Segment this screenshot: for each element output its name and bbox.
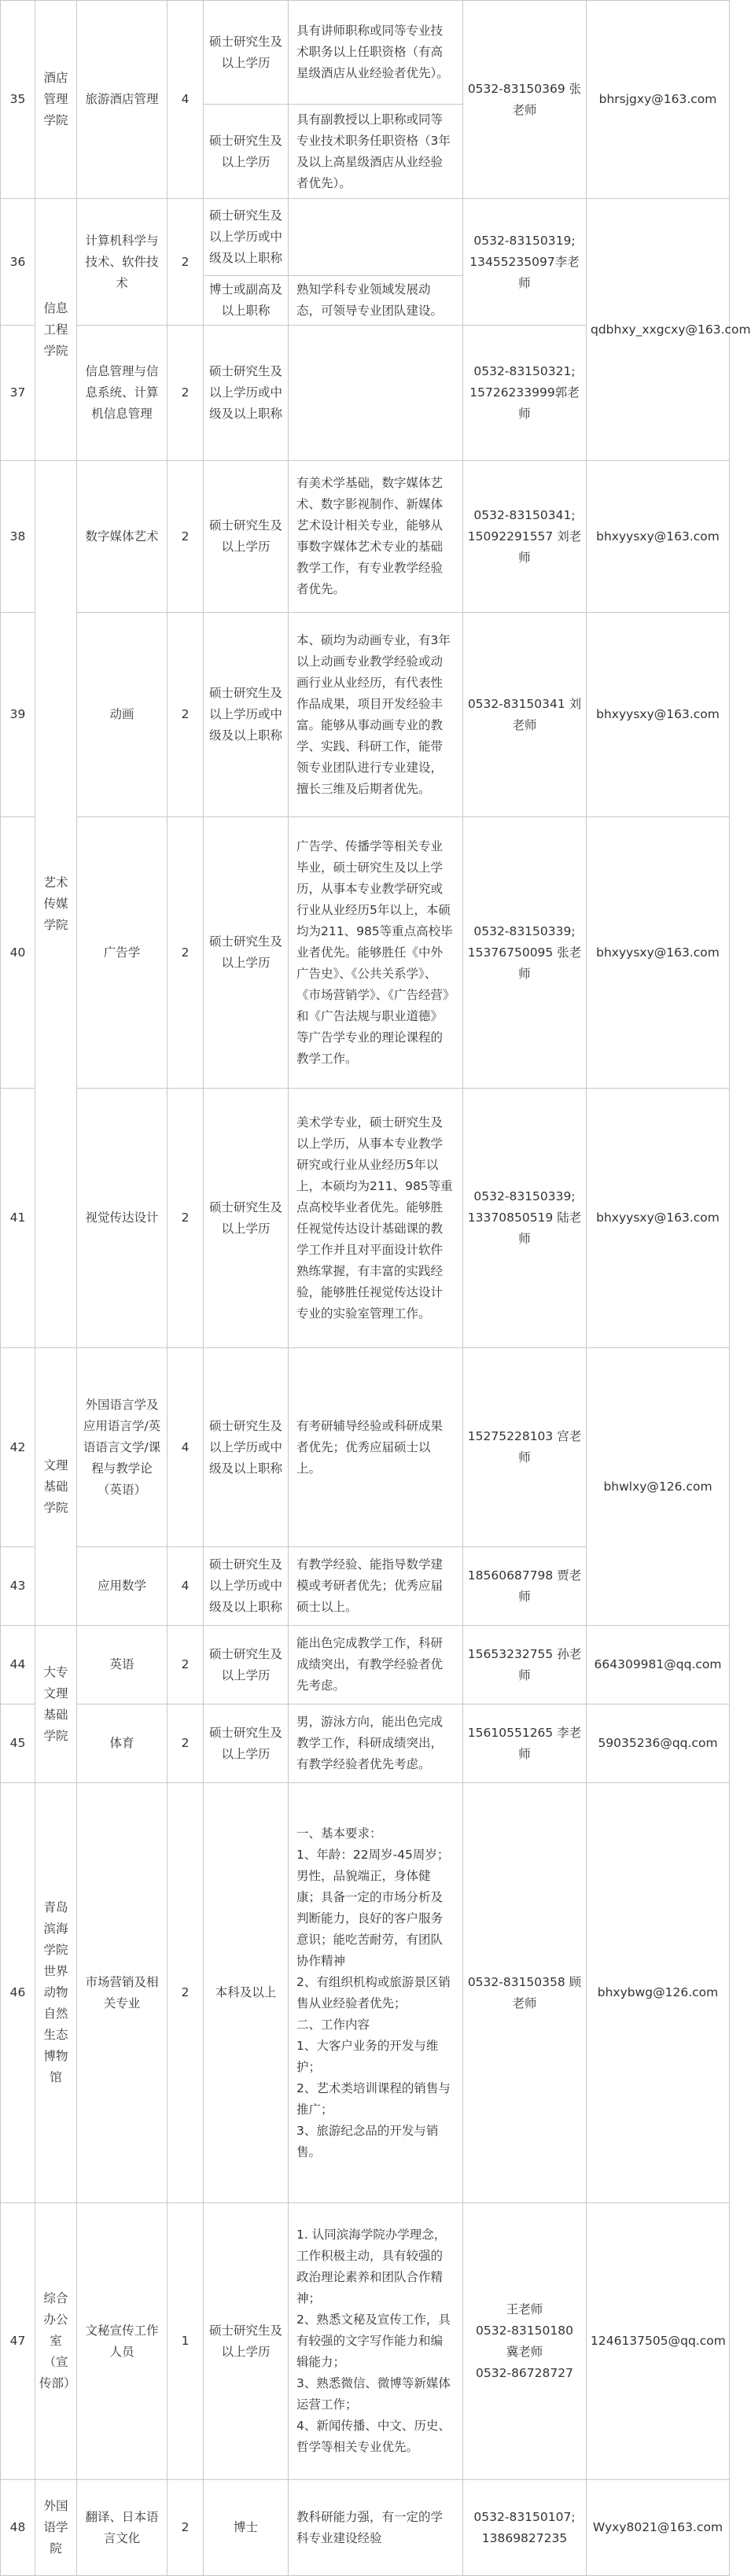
requirement-line: 2、有组织机构或旅游景区销售从业经验者优先； (296, 1974, 451, 2010)
table-row-46 (1, 1783, 730, 2203)
requirement-line: 1、大客户业务的开发与维护； (296, 2038, 439, 2074)
education-requirement: 本科及以上 (204, 1783, 289, 2203)
table-row-35 (1, 1, 730, 105)
position-count: 2 (168, 326, 204, 461)
position-count: 2 (168, 1626, 204, 1704)
college-name: 艺术传媒学院 (35, 461, 77, 1348)
major-name: 信息管理与信息系统、计算机信息管理 (77, 326, 168, 461)
contact-line: 0532-86728727 (476, 2365, 573, 2380)
other-requirements: 熟知学科专业领域发展动态，可领导专业团队建设。 (289, 276, 463, 326)
row-number: 45 (1, 1704, 35, 1783)
contact-info: 0532-83150107; 13869827235 (463, 2480, 587, 2576)
contact-info: 0532-83150321; 15726233999郭老师 (463, 326, 587, 461)
requirement-line: 2、艺术类培训课程的销售与推广； (296, 2080, 451, 2117)
requirement-line: 3、熟悉微信、微博等新媒体运营工作； (296, 2376, 451, 2412)
requirement-line: 4、新闻传播、中文、历史、哲学等相关专业优先。 (296, 2419, 451, 2454)
position-count: 4 (168, 1, 204, 199)
row-number: 48 (1, 2480, 35, 2576)
major-name: 英语 (77, 1626, 168, 1704)
education-requirement: 硕士研究生及以上学历或中级及以上职称 (204, 1348, 289, 1547)
row-number: 44 (1, 1626, 35, 1704)
education-requirement: 硕士研究生及以上学历 (204, 105, 289, 199)
contact-info: 0532-83150358 顾老师 (463, 1783, 587, 2203)
education-requirement: 硕士研究生及以上学历或中级及以上职称 (204, 1547, 289, 1626)
contact-info: 0532-83150319; 13455235097李老师 (463, 199, 587, 326)
position-count: 2 (168, 817, 204, 1089)
email-address: 664309981@qq.com (587, 1626, 730, 1704)
other-requirements (289, 1783, 463, 2203)
row-number: 43 (1, 1547, 35, 1626)
row-number: 40 (1, 817, 35, 1089)
education-requirement: 硕士研究生及以上学历 (204, 817, 289, 1089)
other-requirements: 具有副教授以上职称或同等专业技术职务任职资格（3年及以上高星级酒店从业经验者优先）。 (289, 105, 463, 199)
table-row-48 (1, 2480, 730, 2576)
position-count: 2 (168, 1089, 204, 1348)
contact-info: 15653232755 孙老师 (463, 1626, 587, 1704)
education-requirement: 硕士研究生及以上学历 (204, 1, 289, 105)
table-row-39 (1, 613, 730, 817)
table-row-42 (1, 1348, 730, 1547)
row-number: 36 (1, 199, 35, 326)
other-requirements: 美术学专业，硕士研究生及以上学历，从事本专业教学研究或行业从业经历5年以上，本硕均为211、985等重点高校毕业者优先。能够胜任视觉传达设计基础课的教学工作并且对平面设计软件熟练掌握，有丰富的实践经验，能够胜任视觉传达设计专业的实验室管理工作。 (289, 1089, 463, 1348)
education-requirement: 博士 (204, 2480, 289, 2576)
table-row-45 (1, 1704, 730, 1783)
major-name: 视觉传达设计 (77, 1089, 168, 1348)
position-count: 4 (168, 1547, 204, 1626)
contact-info: 0532-83150339; 15376750095 张老师 (463, 817, 587, 1089)
contact-line: 冀老师 (506, 2344, 543, 2359)
major-name: 体育 (77, 1704, 168, 1783)
education-requirement: 硕士研究生及以上学历或中级及以上职称 (204, 613, 289, 817)
email-address: Wyxy8021@163.com (587, 2480, 730, 2576)
email-address: bhxyysxy@163.com (587, 817, 730, 1089)
position-count: 2 (168, 1704, 204, 1783)
education-requirement: 硕士研究生及以上学历 (204, 1626, 289, 1704)
row-number: 46 (1, 1783, 35, 2203)
other-requirements (289, 2203, 463, 2480)
position-count: 1 (168, 2203, 204, 2480)
position-count: 2 (168, 613, 204, 817)
requirement-line: 2、熟悉文秘及宣传工作，具有较强的文字写作能力和编辑能力； (296, 2313, 451, 2369)
other-requirements: 能出色完成教学工作，科研成绩突出，有教学经验者优先考虑。 (289, 1626, 463, 1704)
table-row-36 (1, 199, 730, 276)
other-requirements: 教科研能力强，有一定的学科专业建设经验 (289, 2480, 463, 2576)
row-number: 35 (1, 1, 35, 199)
major-name: 外国语言学及应用语言学/英语语言文学/课程与教学论（英语） (77, 1348, 168, 1547)
other-requirements (289, 326, 463, 461)
education-requirement: 博士或副高及以上职称 (204, 276, 289, 326)
row-number: 47 (1, 2203, 35, 2480)
position-count: 2 (168, 461, 204, 613)
college-name: 文理基础学院 (35, 1348, 77, 1626)
requirement-line: 一、基本要求： (296, 1826, 382, 1841)
other-requirements: 本、硕均为动画专业，有3年以上动画专业教学经验或动画行业从业经历，有代表性作品成果，项目开发经验丰富。能够从事动画专业的教学、实践、科研工作，能带领专业团队进行专业建设，擅长三维及后期者优先。 (289, 613, 463, 817)
table-row-41 (1, 1089, 730, 1348)
other-requirements: 有美术学基础，数字媒体艺术、数字影视制作、新媒体艺术设计相关专业，能够从事数字媒体艺术专业的基础教学工作，有专业教学经验者优先。 (289, 461, 463, 613)
major-name: 动画 (77, 613, 168, 817)
college-name: 外国语学院 (35, 2480, 77, 2576)
position-count: 2 (168, 2480, 204, 2576)
major-name: 计算机科学与技术、软件技术 (77, 199, 168, 326)
position-count: 4 (168, 1348, 204, 1547)
college-name: 青岛滨海学院世界动物自然生态博物馆 (35, 1783, 77, 2203)
contact-info: 0532-83150341 刘老师 (463, 613, 587, 817)
college-name: 大专文理基础学院 (35, 1626, 77, 1783)
contact-info: 0532-83150341; 15092291557 刘老师 (463, 461, 587, 613)
table-row-40 (1, 817, 730, 1089)
major-name: 市场营销及相关专业 (77, 1783, 168, 2203)
contact-info: 18560687798 贾老师 (463, 1547, 587, 1626)
position-count: 2 (168, 199, 204, 326)
education-requirement: 硕士研究生及以上学历或中级及以上职称 (204, 326, 289, 461)
table-row-44 (1, 1626, 730, 1704)
email-address: bhrsjgxy@163.com (587, 1, 730, 199)
education-requirement: 硕士研究生及以上学历 (204, 2203, 289, 2480)
requirement-line: 3、旅游纪念品的开发与销售。 (296, 2123, 439, 2159)
major-name: 旅游酒店管理 (77, 1, 168, 199)
requirement-line: 1. 认同滨海学院办学理念，工作积极主动，具有较强的政治理论素养和团队合作精神； (296, 2228, 447, 2305)
other-requirements (289, 199, 463, 276)
email-address: qdbhxy_xxgcxy@163.com (587, 199, 730, 461)
email-address: bhxyysxy@163.com (587, 613, 730, 817)
requirement-line: 二、工作内容 (296, 2017, 370, 2032)
email-address: 59035236@qq.com (587, 1704, 730, 1783)
contact-info: 0532-83150369 张老师 (463, 1, 587, 199)
table-row-47 (1, 2203, 730, 2480)
other-requirements: 有教学经验、能指导数学建模或考研者优先；优秀应届硕士以上。 (289, 1547, 463, 1626)
college-name: 综合办公室（宣传部） (35, 2203, 77, 2480)
contact-info: 0532-83150339; 13370850519 陆老师 (463, 1089, 587, 1348)
contact-info: 15610551265 李老师 (463, 1704, 587, 1783)
education-requirement: 硕士研究生及以上学历 (204, 461, 289, 613)
row-number: 37 (1, 326, 35, 461)
major-name: 广告学 (77, 817, 168, 1089)
table-row-38 (1, 461, 730, 613)
email-address: bhxyysxy@163.com (587, 1089, 730, 1348)
other-requirements: 有考研辅导经验或科研成果者优先；优秀应届硕士以上。 (289, 1348, 463, 1547)
other-requirements: 男，游泳方向，能出色完成教学工作，科研成绩突出，有教学经验者优先考虑。 (289, 1704, 463, 1783)
contact-line: 0532-83150180 (476, 2323, 573, 2338)
requirement-line: 1、年龄：22周岁-45周岁；男性，品貌端正，身体健康；具备一定的市场分析及判断能力，良好的客户服务意识；能吃苦耐劳，有团队协作精神 (296, 1847, 450, 1968)
contact-info: 15275228103 宫老师 (463, 1348, 587, 1547)
major-name: 应用数学 (77, 1547, 168, 1626)
other-requirements: 广告学、传播学等相关专业毕业，硕士研究生及以上学历，从事本专业教学研究或行业从业经历5年以上，本硕均为211、985等重点高校毕业者优先。能够胜任《中外广告史》、《公共关系学》、《市场营销学》、《广告经营》和《广告法规与职业道德》等广告学专业的理论课程的教学工作。 (289, 817, 463, 1089)
contact-info (463, 2203, 587, 2480)
position-count: 2 (168, 1783, 204, 2203)
email-address: bhxybwg@126.com (587, 1783, 730, 2203)
college-name: 酒店管理学院 (35, 1, 77, 199)
college-name: 信息工程学院 (35, 199, 77, 461)
email-address: bhxyysxy@163.com (587, 461, 730, 613)
row-number: 38 (1, 461, 35, 613)
education-requirement: 硕士研究生及以上学历或中级及以上职称 (204, 199, 289, 276)
row-number: 42 (1, 1348, 35, 1547)
other-requirements: 具有讲师职称或同等专业技术职务以上任职资格（有高星级酒店从业经验者优先）。 (289, 1, 463, 105)
contact-line: 王老师 (506, 2301, 543, 2316)
row-number: 41 (1, 1089, 35, 1348)
major-name: 数字媒体艺术 (77, 461, 168, 613)
education-requirement: 硕士研究生及以上学历 (204, 1089, 289, 1348)
major-name: 翻译、日本语言文化 (77, 2480, 168, 2576)
major-name: 文秘宣传工作人员 (77, 2203, 168, 2480)
row-number: 39 (1, 613, 35, 817)
education-requirement: 硕士研究生及以上学历 (204, 1704, 289, 1783)
email-address: bhwlxy@126.com (587, 1348, 730, 1626)
email-address: 1246137505@qq.com (587, 2203, 730, 2480)
